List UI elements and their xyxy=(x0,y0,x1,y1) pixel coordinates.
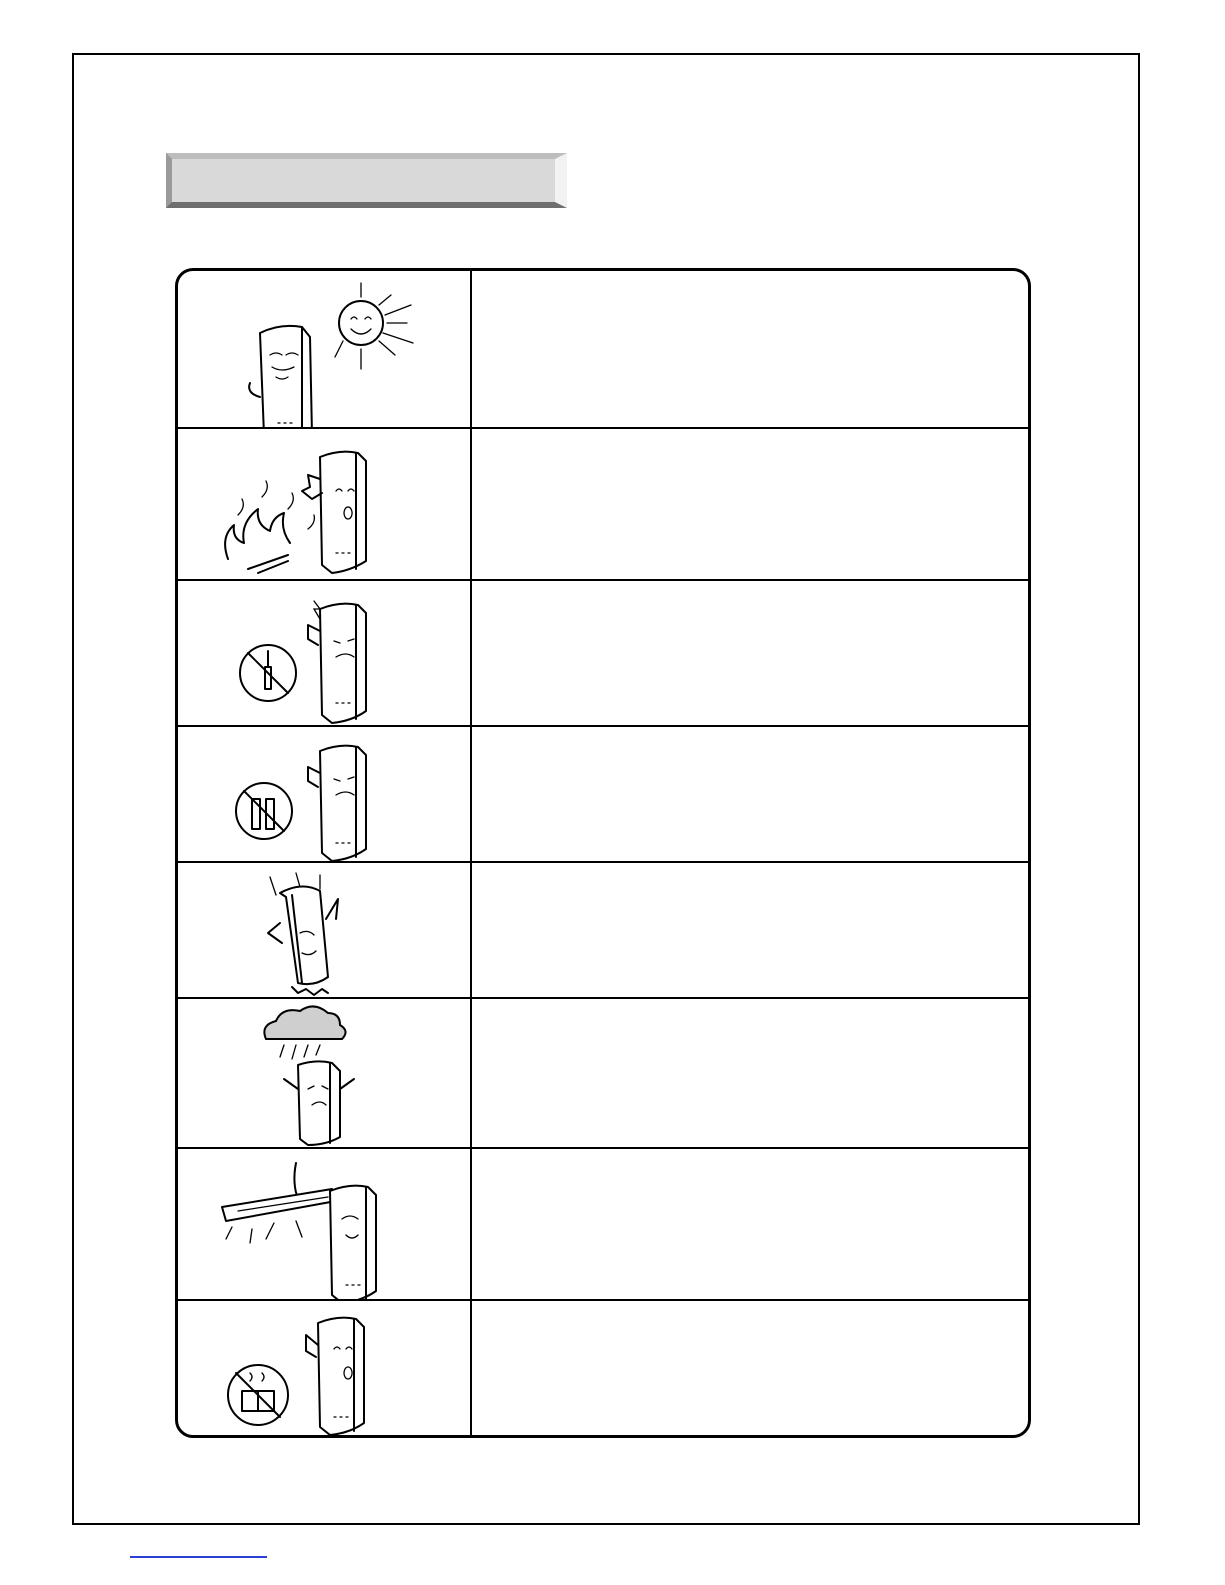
no-screwdriver-icon xyxy=(178,581,470,725)
table-row xyxy=(178,999,1028,1147)
footer-link-underline[interactable] xyxy=(130,1556,267,1558)
product-in-rain-icon xyxy=(178,999,470,1147)
table-row xyxy=(178,727,1028,861)
table-row xyxy=(178,1149,1028,1299)
row-text xyxy=(474,999,1028,1147)
no-heater-icon xyxy=(178,1301,470,1438)
table-row xyxy=(178,863,1028,997)
table-row xyxy=(178,271,1028,427)
safety-precautions-table xyxy=(175,268,1031,1438)
row-text xyxy=(474,429,1028,579)
product-in-sunlight-icon xyxy=(178,271,470,427)
product-near-fire-icon xyxy=(178,429,470,579)
row-text xyxy=(474,727,1028,861)
product-under-lamp-icon xyxy=(178,1149,470,1299)
table-row xyxy=(178,581,1028,725)
row-text xyxy=(474,271,1028,427)
row-text xyxy=(474,1149,1028,1299)
table-row xyxy=(178,429,1028,579)
table-row xyxy=(178,1301,1028,1438)
row-text xyxy=(474,1301,1028,1438)
section-header-plate xyxy=(166,153,567,208)
row-text xyxy=(474,581,1028,725)
no-spray-can-icon xyxy=(178,727,470,861)
row-text xyxy=(474,863,1028,997)
product-dropped-icon xyxy=(178,863,470,997)
